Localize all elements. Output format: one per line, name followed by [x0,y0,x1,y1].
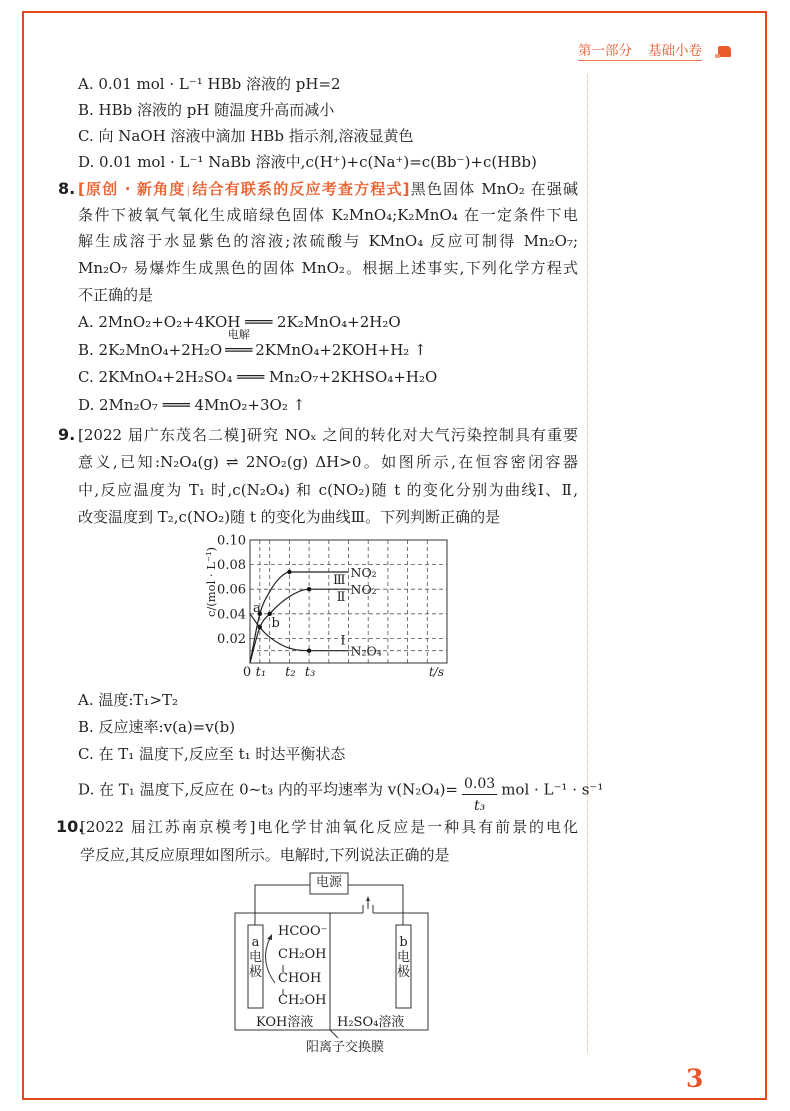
x-axis-label: t/s [428,665,444,679]
y-tick-label: 0.02 [217,631,246,647]
q8-line-5: 不正确的是 [78,286,154,304]
q8-line-1 [78,178,578,200]
q9-option-d [78,772,604,814]
q9-option-d-text: D. 在 T₁ 温度下,反应在 0~t₃ 内的平均速率为 v(N₂O₄)= [78,780,459,799]
q8-line-2: 条件下被氧气氧化生成暗绿色固体 K₂MnO₄;K₂MnO₄ 在一定条件下电 [78,206,578,224]
margin-divider [587,75,588,1053]
electrolysis-sign [222,328,255,361]
plot-frame [250,540,447,663]
curve-label: Ⅰ [340,633,346,649]
q10-number: 10. [56,817,85,836]
section-header [578,43,702,61]
q8-option-a: A. 2MnO₂+O₂+4KOH ═══ 2K₂MnO₄+2H₂O [78,313,401,331]
species-formate: HCOO⁻ [278,924,328,939]
electrode-b-label: b电极 [396,935,410,980]
x-tick-label: t₂ [285,665,296,680]
q9-line-3: 中,反应温度为 T₁ 时,c(N₂O₄) 和 c(NO₂)随 t 的变化分别为曲线Ⅰ、Ⅱ, [78,481,578,499]
oxidation-arrow-head-icon [267,934,272,940]
power-supply-label: 电源 [315,875,342,890]
electrolysis-condition: 电解 [227,328,250,341]
rate-fraction [462,777,497,814]
y-tick-label: 0.04 [217,607,246,623]
q8-line-3: 解生成溶于水显紫色的溶液;浓硫酸与 KMnO₄ 反应可制得 Mn₂O₇; [78,232,578,250]
oxidation-arrow-icon [266,938,275,983]
x-tick-label: t₁ [255,665,267,680]
series-name-label: NO₂ [350,564,377,580]
y-tick-label: 0.10 [217,533,246,549]
header-section: 第一部分 [578,43,632,59]
wire-right [348,885,403,925]
q7-option-a: A. 0.01 mol · L⁻¹ HBb 溶液的 pH=2 [78,75,341,93]
right-solution-label: H₂SO₄溶液 [337,1015,405,1030]
point-label: a [252,600,261,616]
q8-number: 8. [58,179,76,198]
membrane-label: 阳离子交换膜 [306,1040,385,1055]
electrode-a-label: a电极 [248,935,262,980]
q10-line-1: [2022 届江苏南京模考]电化学甘油氧化反应是一种具有前景的电化 [80,818,578,836]
q8-line-4: Mn₂O₇ 易爆炸生成黑色的固体 MnO₂。根据上述事实,下列化学方程式 [78,259,578,277]
q9-line-1: [2022 届广东茂名二模]研究 NOₓ 之间的转化对大气污染控制具有重要 [78,426,578,444]
rate-unit: mol · L⁻¹ · s⁻¹ [501,780,604,799]
gas-arrow-head-icon [366,896,370,901]
data-point-marker [307,587,311,591]
q8-option-b [78,328,427,361]
q9-number: 9. [58,425,76,444]
left-solution-label: KOH溶液 [256,1015,314,1030]
q7-option-c: C. 向 NaOH 溶液中滴加 HBb 指示剂,溶液显黄色 [78,127,414,145]
q8-tag-right: 结合有联系的反应考查方程式] [191,180,410,198]
q10-line-2: 学反应,其反应原理如图所示。电解时,下列说法正确的是 [80,846,450,864]
q9-option-b: B. 反应速率:v(a)=v(b) [78,718,236,736]
q8-option-c: C. 2KMnO₄+2H₂SO₄ ═══ Mn₂O₇+2KHSO₄+H₂O [78,368,438,386]
y-tick-label: 0.06 [217,582,246,598]
q9-line-4: 改变温度到 T₂,c(NO₂)随 t 的变化为曲线Ⅲ。下列判断正确的是 [78,508,501,526]
q9-option-a: A. 温度:T₁>T₂ [78,691,179,709]
y-axis-label: c/(mol · L⁻¹) [204,546,218,618]
fraction-denominator: t₃ [473,798,486,814]
q8-line-1-text: 黑色固体 MnO₂ 在强碱 [409,180,579,198]
q8-tag-left: [原创 · 新角度 [78,180,186,198]
curve-label: Ⅱ [336,590,346,606]
page-number: 3 [686,1064,704,1093]
x-tick-label: 0 [242,665,252,680]
q7-option-b: B. HBb 溶液的 pH 随温度升高而减小 [78,101,335,119]
species-glycerol-1: CH₂OH [278,947,327,962]
q8-tag-separator: | [186,184,191,197]
book-icon [718,46,731,57]
concentration-time-chart [200,530,460,685]
y-tick-label: 0.08 [217,558,246,574]
series-name-label: NO₂ [350,582,377,598]
header-title: 基础小卷 [648,43,702,59]
point-label: b [271,615,280,631]
fraction-numerator: 0.03 [462,777,497,795]
q9-line-2: 意义,已知:N₂O₄(g) ⇌ 2NO₂(g) ΔH>0。如图所示,在恒容密闭容器 [78,453,578,471]
species-glycerol-2: CHOH [278,971,322,986]
x-tick-label: t₃ [304,665,316,680]
q9-option-c: C. 在 T₁ 温度下,反应至 t₁ 时达平衡状态 [78,745,346,763]
data-point-marker [287,570,291,574]
species-glycerol-3: CH₂OH [278,993,327,1008]
curve-label: Ⅲ [332,572,346,588]
series-name-label: N₂O₄ [350,643,382,659]
q8-option-b-left: B. 2K₂MnO₄+2H₂O [78,341,223,359]
wire-left [255,885,310,925]
q8-option-b-right: 2KMnO₄+2KOH+H₂ ↑ [255,341,427,359]
equals-sign: ═══ [225,341,253,359]
data-point-marker [258,625,262,629]
data-point-marker [307,649,311,653]
q7-option-d: D. 0.01 mol · L⁻¹ NaBb 溶液中,c(H⁺)+c(Na⁺)=c(Bb⁻)+c(HBb) [78,153,537,171]
q8-option-d: D. 2Mn₂O₇ ═══ 4MnO₂+3O₂ ↑ [78,396,306,414]
